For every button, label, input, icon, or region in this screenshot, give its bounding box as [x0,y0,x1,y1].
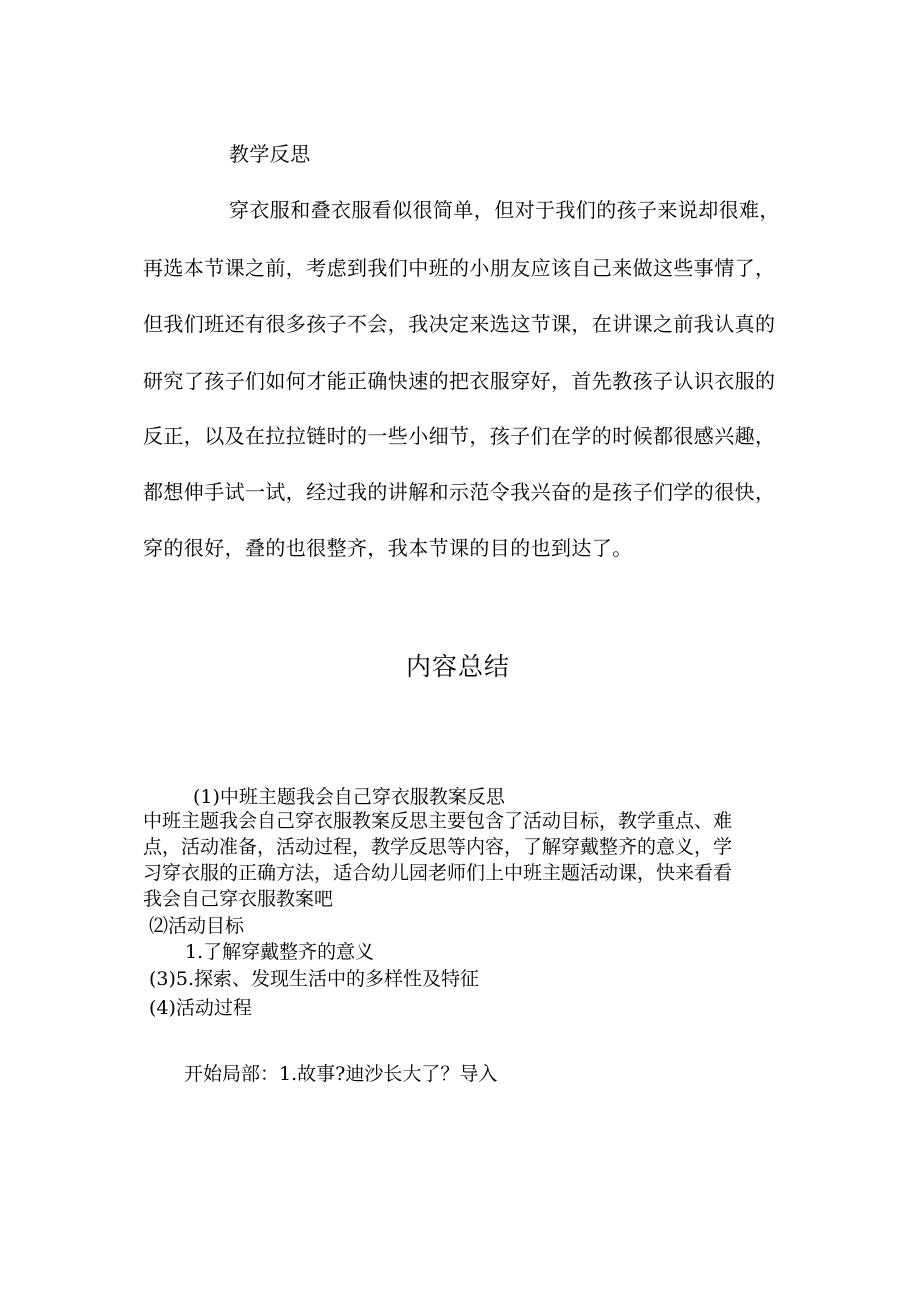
summary-item-1-title: (1)中班主题我会自己穿衣服教案反思 [193,786,505,808]
summary-item-1-line-1: 中班主题我会自己穿衣服教案反思主要包含了活动目标，教学重点、难 [143,810,733,832]
summary-item-1-line-2: 点，活动准备，活动过程，教学反思等内容，了解穿戴整齐的意义，学 [143,836,733,858]
summary-heading: 内容总结 [406,652,511,681]
reflection-line-2: 再选本节课之前，考虑到我们中班的小朋友应该自己来做这些事情了， [143,256,776,280]
start-part-line: 开始局部：1.故事?迪沙长大了？导入 [184,1063,498,1085]
reflection-line-6: 都想伸手试一试，经过我的讲解和示范令我兴奋的是孩子们学的很快， [143,480,776,504]
summary-item-2-sub: 1.了解穿戴整齐的意义 [185,941,375,963]
reflection-heading: 教学反思 [229,142,311,166]
reflection-line-7: 穿的很好，叠的也很整齐，我本节课的目的也到达了。 [143,536,633,560]
reflection-line-1: 穿衣服和叠衣服看似很简单，但对于我们的孩子来说却很难， [229,198,780,222]
reflection-line-3: 但我们班还有很多孩子不会，我决定来选这节课，在讲课之前我认真的 [143,312,776,336]
summary-item-3: (3)5.探索、发现生活中的多样性及特征 [149,968,480,990]
summary-item-2-title: ⑵活动目标 [149,915,245,937]
reflection-line-4: 研究了孩子们如何才能正确快速的把衣服穿好，首先教孩子认识衣服的 [143,369,776,393]
reflection-line-5: 反正，以及在拉拉链时的一些小细节，孩子们在学的时候都很感兴趣， [143,424,776,448]
summary-item-1-line-4: 我会自己穿衣服教案吧 [143,888,334,910]
summary-item-1-line-3: 习穿衣服的正确方法，适合幼儿园老师们上中班主题活动课，快来看看 [143,862,733,884]
summary-item-4: (4)活动过程 [149,997,252,1019]
